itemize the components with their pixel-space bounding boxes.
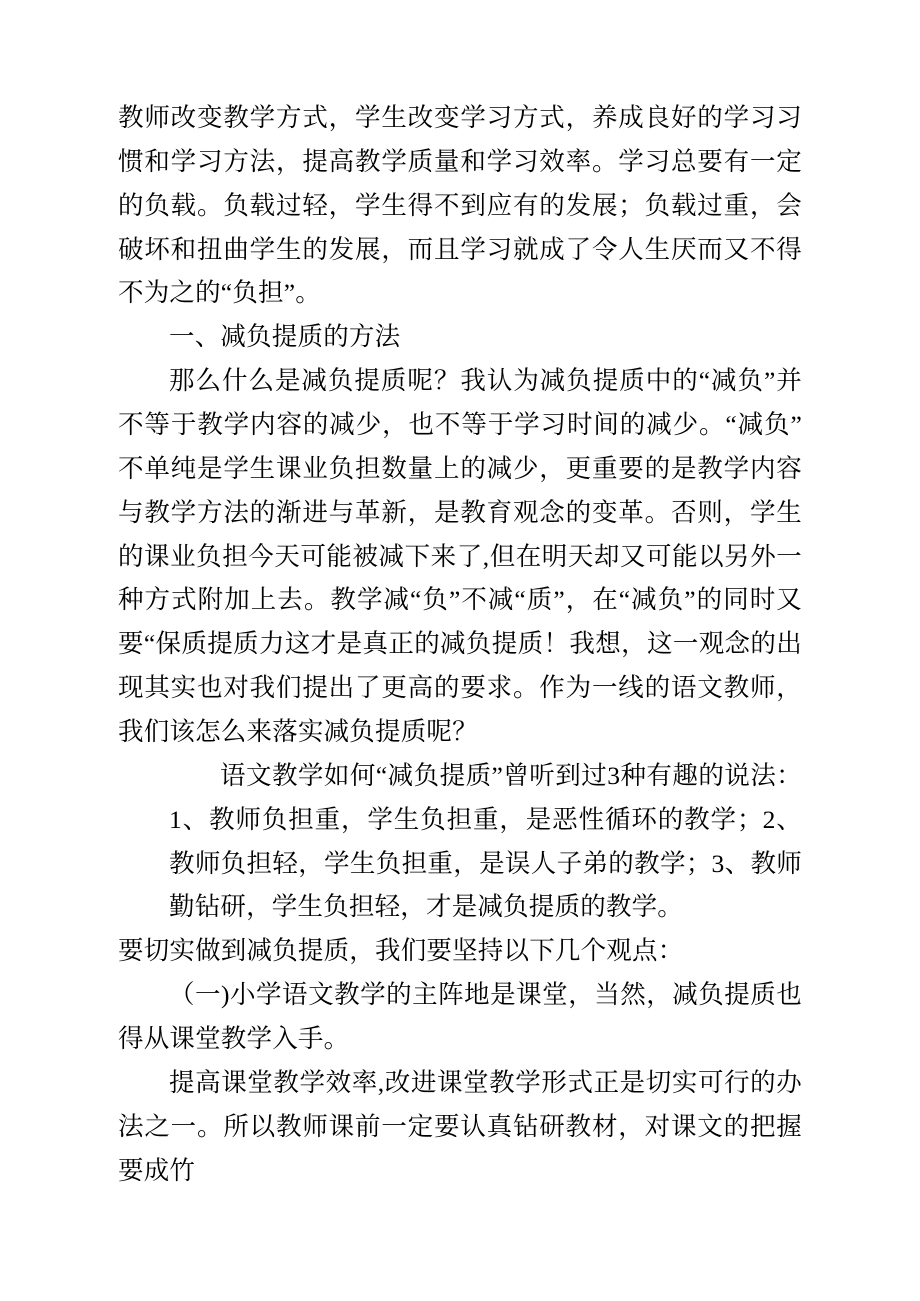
paragraph-intro: 教师改变教学方式，学生改变学习方式，养成良好的学习习惯和学习方法，提高教学质量和学习效率。学习总要有一定的负载。负载过轻，学生得不到应有的发展；负载过重，会破坏和扭曲学生的发展，而且学习就成了令人生厌而又不得不为之的“负担”。 xyxy=(118,103,802,308)
paragraph-point-one: （一)小学语文教学的主阵地是课堂，当然，减负提质也得从课堂教学入手。 xyxy=(118,980,802,1054)
paragraph-point-one-detail: 提高课堂教学效率,改进课堂教学形式正是切实可行的办法之一。所以教师课前一定要认真钻研教材，对课文的把握要成竹 xyxy=(118,1067,802,1185)
paragraph-three-sayings: 语文教学如何“减负提质”曾听到过3种有趣的说法：1、教师负担重，学生负担重，是恶性循环的教学；2、教师负担轻，学生负担重，是误人子弟的教学；3、教师勤钻研，学生负担轻，才是减负提质的教学。 xyxy=(169,760,802,922)
paragraph-viewpoints-lead: 要切实做到减负提质，我们要坚持以下几个观点： xyxy=(118,936,684,966)
document-body xyxy=(118,96,802,1192)
paragraph-definition: 那么什么是减负提质呢？我认为减负提质中的“减负”并不等于教学内容的减少，也不等于学习时间的减少。“减负”不单纯是学生课业负担数量上的减少，更重要的是教学内容与教学方法的渐进与革新，是教育观念的变革。否则，学生的课业负担今天可能被减下来了,但在明天却又可能以另外一种方式附加上去。教学减“负”不减“质”，在“减负”的同时又要“保质提质力这才是真正的减负提质！我想，这一观念的出现其实也对我们提出了更高的要求。作为一线的语文教师，我们该怎么来落实减负提质呢？ xyxy=(118,366,802,747)
section-heading-one: 一、减负提质的方法 xyxy=(169,322,401,352)
